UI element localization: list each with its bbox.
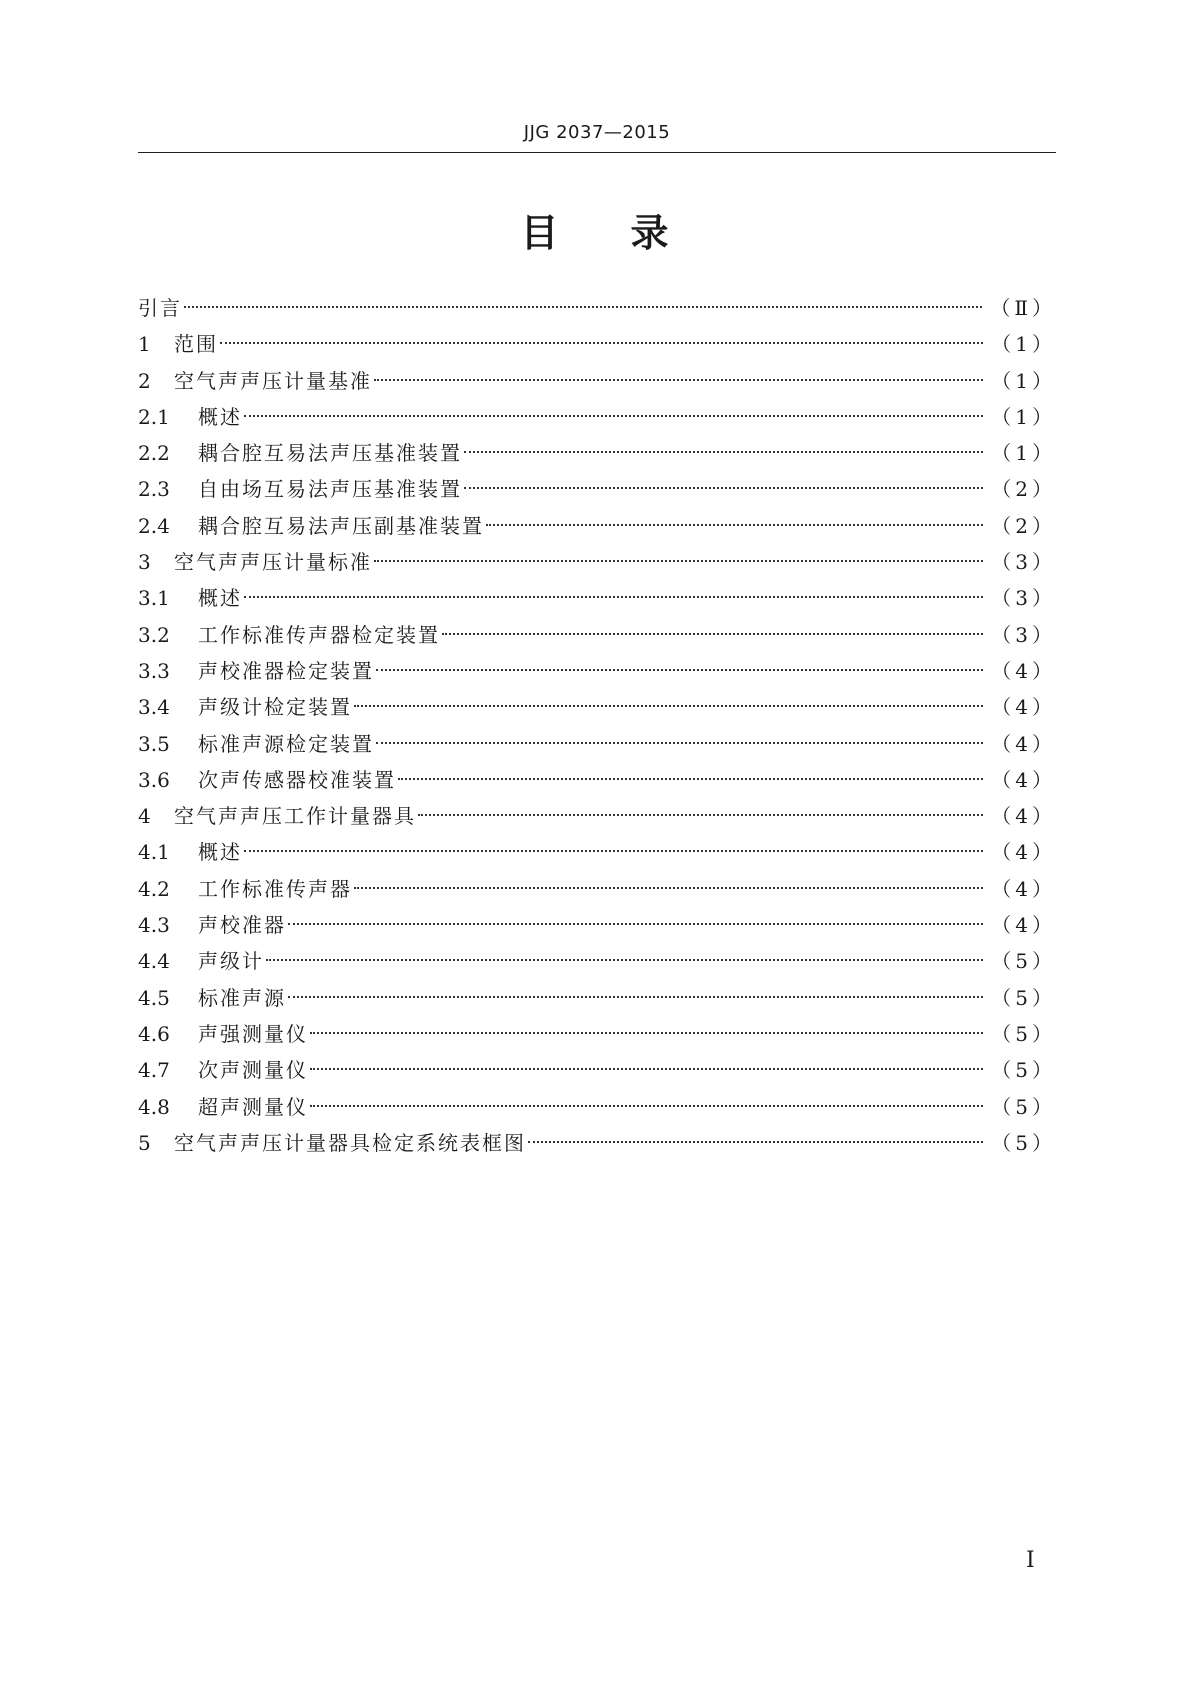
toc-entry-label: 次声测量仪 [198, 1058, 308, 1083]
toc-leader-dots [376, 669, 983, 671]
toc-entry-number: 2.3 [138, 477, 170, 502]
toc-entry-page: （4） [991, 876, 1056, 901]
toc-entry-label: 范围 [174, 332, 218, 357]
toc-entry-label: 声级计检定装置 [198, 695, 352, 720]
toc-entry-number: 3.3 [138, 658, 170, 683]
toc-entry-page: （2） [991, 477, 1056, 502]
toc-leader-dots [354, 705, 983, 707]
toc-leader-dots [486, 524, 983, 526]
toc-entry-page: （1） [991, 332, 1056, 357]
toc-entry-number: 4.8 [138, 1094, 170, 1119]
toc-entry-number: 5 [138, 1130, 151, 1155]
toc-entry[interactable] [138, 617, 1056, 653]
toc-entry-page: （3） [991, 622, 1056, 647]
toc-entry-label: 耦合腔互易法声压基准装置 [198, 441, 462, 466]
toc-entry-number: 4.6 [138, 1021, 170, 1046]
toc-entry-number: 3.4 [138, 695, 170, 720]
toc-entry-page: （5） [991, 949, 1056, 974]
toc-entry-label: 声强测量仪 [198, 1021, 308, 1046]
toc-entry[interactable] [138, 1052, 1056, 1088]
toc-entry-number: 4.4 [138, 949, 170, 974]
toc-entry[interactable] [138, 726, 1056, 762]
toc-leader-dots [376, 742, 983, 744]
toc-entry[interactable] [138, 399, 1056, 435]
toc-entry[interactable] [138, 943, 1056, 979]
toc-leader-dots [244, 850, 983, 852]
toc-leader-dots [310, 1068, 983, 1070]
toc-leader-dots [244, 415, 983, 417]
toc-entry-label: 超声测量仪 [198, 1094, 308, 1119]
toc-entry-label: 声级计 [198, 949, 264, 974]
toc-entry-page: （3） [991, 550, 1056, 575]
toc-entry-label: 引言 [138, 296, 182, 320]
toc-entry-label: 概述 [198, 404, 242, 429]
toc-entry[interactable] [138, 363, 1056, 399]
toc-entry-number: 3.2 [138, 622, 170, 647]
toc-entry[interactable] [138, 1089, 1056, 1125]
toc-entry[interactable] [138, 326, 1056, 362]
toc-entry-page: （4） [991, 658, 1056, 683]
toc-entry[interactable] [138, 834, 1056, 870]
toc-entry-label: 声校准器检定装置 [198, 658, 374, 683]
toc-entry-page: （2） [991, 513, 1056, 538]
toc-entry-number: 2.1 [138, 404, 170, 429]
toc-leader-dots [528, 1141, 983, 1143]
toc-entry-number: 4.7 [138, 1058, 170, 1083]
toc-leader-dots [464, 451, 983, 453]
toc-entry-number: 3 [138, 550, 151, 575]
toc-entry-page: （5） [991, 1130, 1056, 1155]
page-title [0, 202, 1191, 257]
toc-leader-dots [288, 996, 983, 998]
toc-leader-dots [310, 1032, 983, 1034]
toc-entry[interactable] [138, 544, 1056, 580]
running-header [138, 118, 1056, 153]
toc-entry-page: （4） [991, 840, 1056, 865]
toc-entry-page: （4） [991, 731, 1056, 756]
toc-entry[interactable] [138, 1016, 1056, 1052]
title-char-1: 目 [520, 211, 561, 255]
toc-leader-dots [442, 633, 983, 635]
standard-code: JJG 2037—2015 [523, 122, 671, 143]
toc-entry-label: 耦合腔互易法声压副基准装置 [198, 513, 484, 538]
toc-entry-page: （4） [991, 767, 1056, 792]
toc-entry-number: 3.6 [138, 767, 170, 792]
toc-entry-label: 空气声声压计量器具检定系统表框图 [174, 1130, 526, 1155]
toc-entry[interactable] [138, 980, 1056, 1016]
toc-entry[interactable] [138, 653, 1056, 689]
toc-entry-page: （4） [991, 913, 1056, 938]
toc-entry-label: 自由场互易法声压基准装置 [198, 477, 462, 502]
toc-entry-label: 工作标准传声器检定装置 [198, 622, 440, 647]
toc-entry-page: （Ⅱ） [990, 296, 1056, 320]
toc-entry-label: 标准声源检定装置 [198, 731, 374, 756]
toc-leader-dots [354, 887, 983, 889]
toc-entry-number: 1 [138, 332, 151, 357]
title-char-2: 录 [630, 211, 671, 255]
toc-entry-page: （1） [991, 368, 1056, 393]
toc-leader-dots [244, 596, 983, 598]
toc-entry[interactable] [138, 798, 1056, 834]
toc-entry-page: （3） [991, 586, 1056, 611]
toc-entry[interactable] [138, 290, 1056, 326]
toc-entry-label: 概述 [198, 840, 242, 865]
toc-entry-label: 声校准器 [198, 913, 286, 938]
toc-leader-dots [374, 560, 983, 562]
toc-leader-dots [310, 1105, 983, 1107]
toc-entry-label: 空气声声压计量标准 [174, 550, 372, 575]
toc-leader-dots [184, 306, 982, 308]
toc-entry-number: 4.3 [138, 913, 170, 938]
toc-leader-dots [418, 814, 983, 816]
toc-entry-label: 概述 [198, 586, 242, 611]
toc-entry-page: （4） [991, 695, 1056, 720]
toc-entry[interactable] [138, 762, 1056, 798]
toc-entry-number: 2 [138, 368, 151, 393]
toc-entry[interactable] [138, 471, 1056, 507]
toc-entry-label: 标准声源 [198, 985, 286, 1010]
toc-entry[interactable] [138, 1125, 1056, 1161]
page-number: Ⅰ [1026, 1548, 1035, 1573]
toc-leader-dots [464, 487, 983, 489]
toc-entry-number: 4.5 [138, 985, 170, 1010]
toc-entry[interactable] [138, 435, 1056, 471]
toc-entry-page: （5） [991, 985, 1056, 1010]
toc-entry[interactable] [138, 508, 1056, 544]
toc-entry-page: （1） [991, 441, 1056, 466]
toc-leader-dots [266, 959, 983, 961]
toc-entry-number: 2.4 [138, 513, 170, 538]
toc-leader-dots [374, 379, 983, 381]
toc-entry-number: 3.1 [138, 586, 170, 611]
toc-entry[interactable] [138, 580, 1056, 616]
toc-entry-page: （1） [991, 404, 1056, 429]
toc-entry-number: 2.2 [138, 441, 170, 466]
toc-leader-dots [398, 778, 983, 780]
toc-leader-dots [220, 342, 983, 344]
toc-entry[interactable] [138, 689, 1056, 725]
toc-entry-page: （5） [991, 1021, 1056, 1046]
toc-entry-label: 空气声声压工作计量器具 [174, 804, 416, 829]
toc-entry-number: 4 [138, 804, 151, 829]
toc-entry-label: 次声传感器校准装置 [198, 767, 396, 792]
toc-entry-number: 4.1 [138, 840, 170, 865]
toc-entry-number: 4.2 [138, 876, 170, 901]
toc-entry-page: （4） [991, 804, 1056, 829]
toc-entry[interactable] [138, 907, 1056, 943]
table-of-contents [138, 290, 1056, 1161]
toc-entry[interactable] [138, 871, 1056, 907]
toc-entry-number: 3.5 [138, 731, 170, 756]
toc-entry-page: （5） [991, 1058, 1056, 1083]
toc-leader-dots [288, 923, 983, 925]
toc-entry-label: 工作标准传声器 [198, 876, 352, 901]
toc-entry-label: 空气声声压计量基准 [174, 368, 372, 393]
toc-entry-page: （5） [991, 1094, 1056, 1119]
